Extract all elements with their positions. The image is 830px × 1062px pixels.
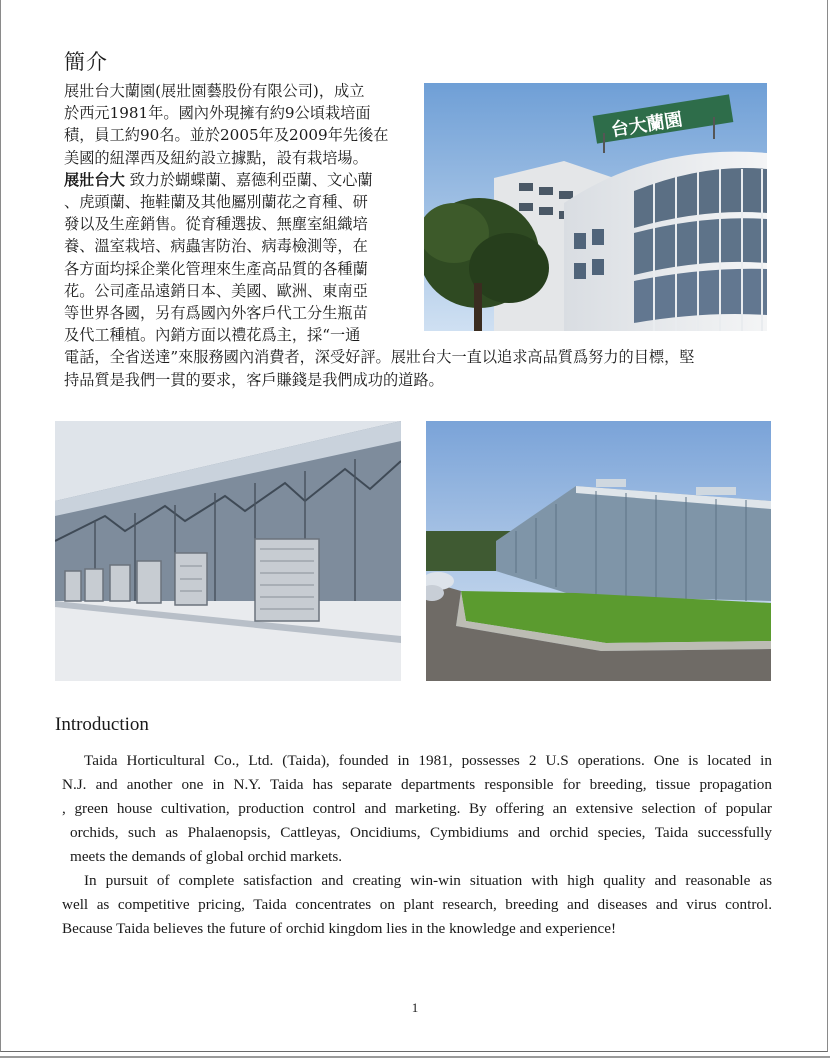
page-number: 1	[411, 1000, 419, 1015]
english-paragraph	[62, 749, 772, 941]
greenhouse-fans-photo	[55, 421, 401, 681]
english-line: meets the demands of global orchid markets.	[70, 848, 343, 865]
chinese-line: 及代工種植。內銷方面以禮花爲主，採“一通	[64, 326, 361, 345]
english-line: well as competitive pricing, Taida concentrates on plant research, breeding and diseases and virus control.	[62, 896, 772, 913]
chinese-heading: 簡介	[64, 50, 108, 74]
building-photo	[424, 83, 767, 331]
english-line: N.J. and another one in N.Y. Taida has separate departments responsible for breeding, tissue propagation	[62, 776, 772, 793]
page-divider	[0, 1056, 830, 1058]
building-sign-text: 台大蘭園	[609, 109, 684, 142]
company-name-bold: 展壯台大	[64, 170, 125, 189]
chinese-line: 各方面均採企業化管理來生產高品質的各種蘭	[64, 259, 368, 278]
chinese-line-rest: 致力於蝴蝶蘭、嘉德利亞蘭、文心蘭	[129, 170, 373, 189]
greenhouse-exterior-photo	[426, 421, 771, 681]
english-line: In pursuit of complete satisfaction and creating win-win situation with high quality and reasonable as	[84, 872, 772, 889]
chinese-line: 發以及生産銷售。從育種選拔、無塵室組織培	[64, 215, 368, 234]
chinese-line: 美國的紐澤西及紐約設立據點，設有栽培場。	[64, 148, 368, 167]
chinese-line: 持品質是我們一貫的要求，客戶賺錢是我們成功的道路。	[64, 370, 444, 389]
chinese-line: 於西元1981年。國內外現擁有約9公頃栽培面	[64, 104, 371, 123]
english-line: , green house cultivation, production control and marketing. By offering an extensive selection of popular	[62, 800, 772, 817]
chinese-line: 展壯台大蘭園(展壯園藝股份有限公司)，成立	[64, 82, 365, 100]
chinese-line: 積，員工約90名。並於2005年及2009年先後在	[64, 126, 389, 145]
chinese-line: 花。公司產品遠銷日本、美國、歐洲、東南亞	[64, 281, 368, 300]
chinese-line: 、虎頭蘭、拖鞋蘭及其他屬別蘭花之育種、研	[64, 193, 368, 212]
chinese-line: 養、溫室栽培、病蟲害防治、病毒檢測等，在	[64, 237, 368, 256]
english-heading: Introduction	[55, 714, 149, 735]
english-line: orchids, such as Phalaenopsis, Cattleyas, Oncidiums, Cymbidiums and orchid species, Taida successfully	[70, 824, 772, 841]
english-line: Taida Horticultural Co., Ltd. (Taida), founded in 1981, possesses 2 U.S operations. One is located in	[84, 752, 772, 769]
chinese-line: 等世界各國，另有爲國內外客戶代工分生瓶苗	[64, 304, 368, 323]
chinese-line: 電話，全省送達”來服務國內消費者，深受好評。展壯台大一直以追求高品質爲努力的目標，堅	[64, 348, 695, 367]
english-line: Because Taida believes the future of orchid kingdom lies in the knowledge and experience!	[62, 920, 617, 937]
